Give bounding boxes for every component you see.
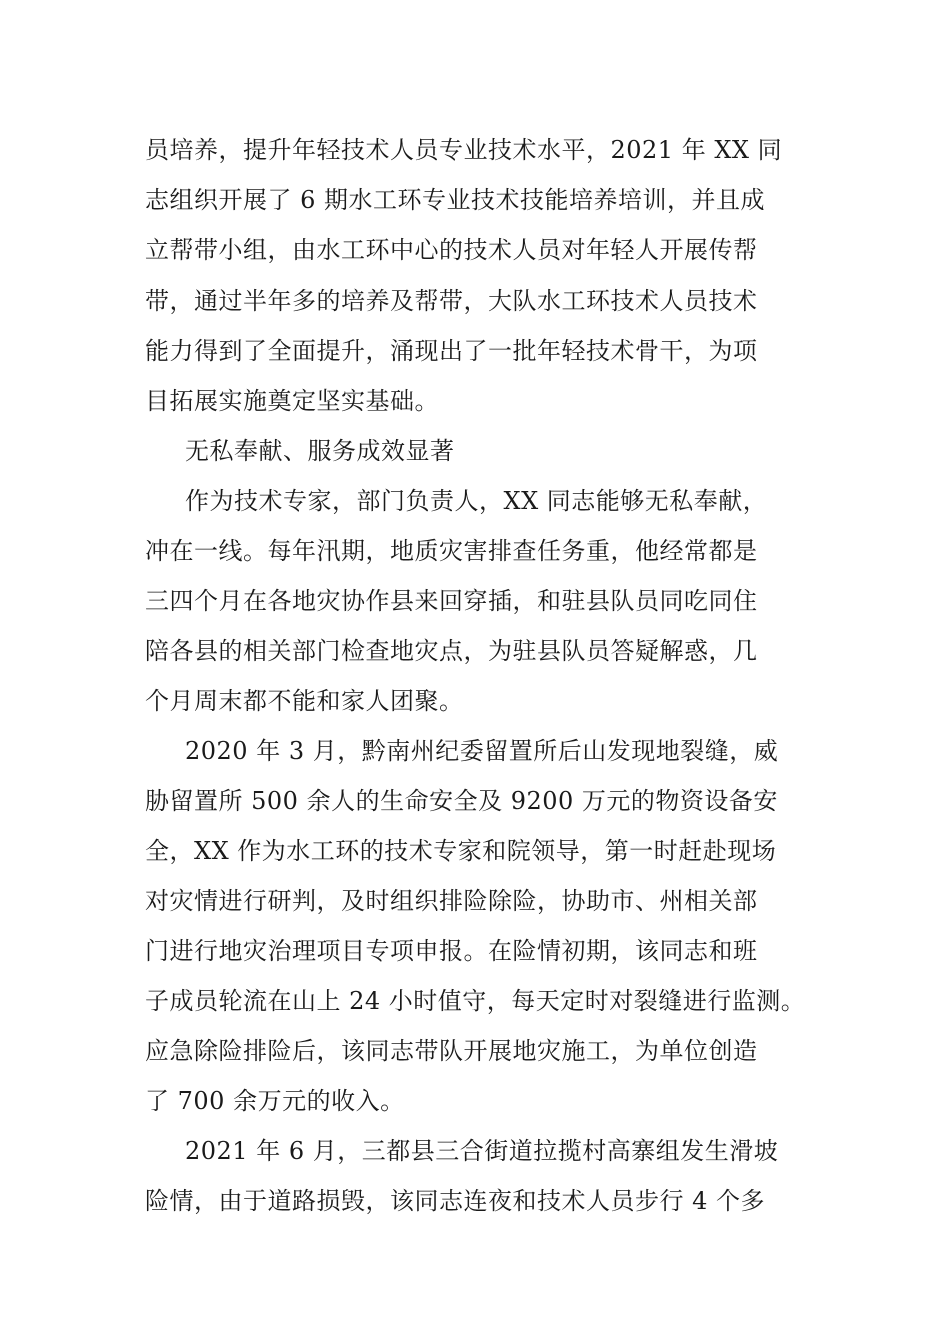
paragraph-line: 员培养，提升年轻技术人员专业技术水平，2021 年 XX 同 (145, 136, 783, 164)
paragraph-line: 了 700 余万元的收入。 (145, 1087, 405, 1115)
paragraph-line: 门进行地灾治理项目专项申报。在险情初期，该同志和班 (145, 937, 758, 965)
section-heading: 无私奉献、服务成效显著 (185, 437, 455, 465)
paragraph-line: 对灾情进行研判，及时组织排险除险，协助市、州相关部 (145, 887, 758, 915)
paragraph-line: 陪各县的相关部门检查地灾点，为驻县队员答疑解惑，几 (145, 637, 758, 665)
paragraph-line: 胁留置所 500 余人的生命安全及 9200 万元的物资设备安 (145, 787, 778, 815)
paragraph-line: 个月周末都不能和家人团聚。 (145, 687, 464, 715)
paragraph-line: 2020 年 3 月，黔南州纪委留置所后山发现地裂缝，威 (185, 737, 779, 765)
paragraph-line: 立帮带小组，由水工环中心的技术人员对年轻人开展传帮 (145, 236, 758, 264)
paragraph-line: 作为技术专家，部门负责人，XX 同志能够无私奉献， (185, 487, 768, 515)
paragraph-line: 能力得到了全面提升，涌现出了一批年轻技术骨干，为项 (145, 337, 758, 365)
paragraph-line: 2021 年 6 月，三都县三合街道拉揽村高寨组发生滑坡 (185, 1137, 779, 1165)
paragraph-line: 险情，由于道路损毁，该同志连夜和技术人员步行 4 个多 (145, 1187, 766, 1215)
paragraph-line: 三四个月在各地灾协作县来回穿插，和驻县队员同吃同住 (145, 587, 758, 615)
paragraph-line: 子成员轮流在山上 24 小时值守，每天定时对裂缝进行监测。 (145, 987, 806, 1015)
paragraph-line: 志组织开展了 6 期水工环专业技术技能培养培训，并且成 (145, 186, 766, 214)
paragraph-line: 冲在一线。每年汛期，地质灾害排查任务重，他经常都是 (145, 537, 758, 565)
paragraph-line: 目拓展实施奠定坚实基础。 (145, 387, 439, 415)
paragraph-line: 全，XX 作为水工环的技术专家和院领导，第一时赶赴现场 (145, 837, 777, 865)
paragraph-line: 应急除险排险后，该同志带队开展地灾施工，为单位创造 (145, 1037, 758, 1065)
paragraph-line: 带，通过半年多的培养及帮带，大队水工环技术人员技术 (145, 287, 758, 315)
